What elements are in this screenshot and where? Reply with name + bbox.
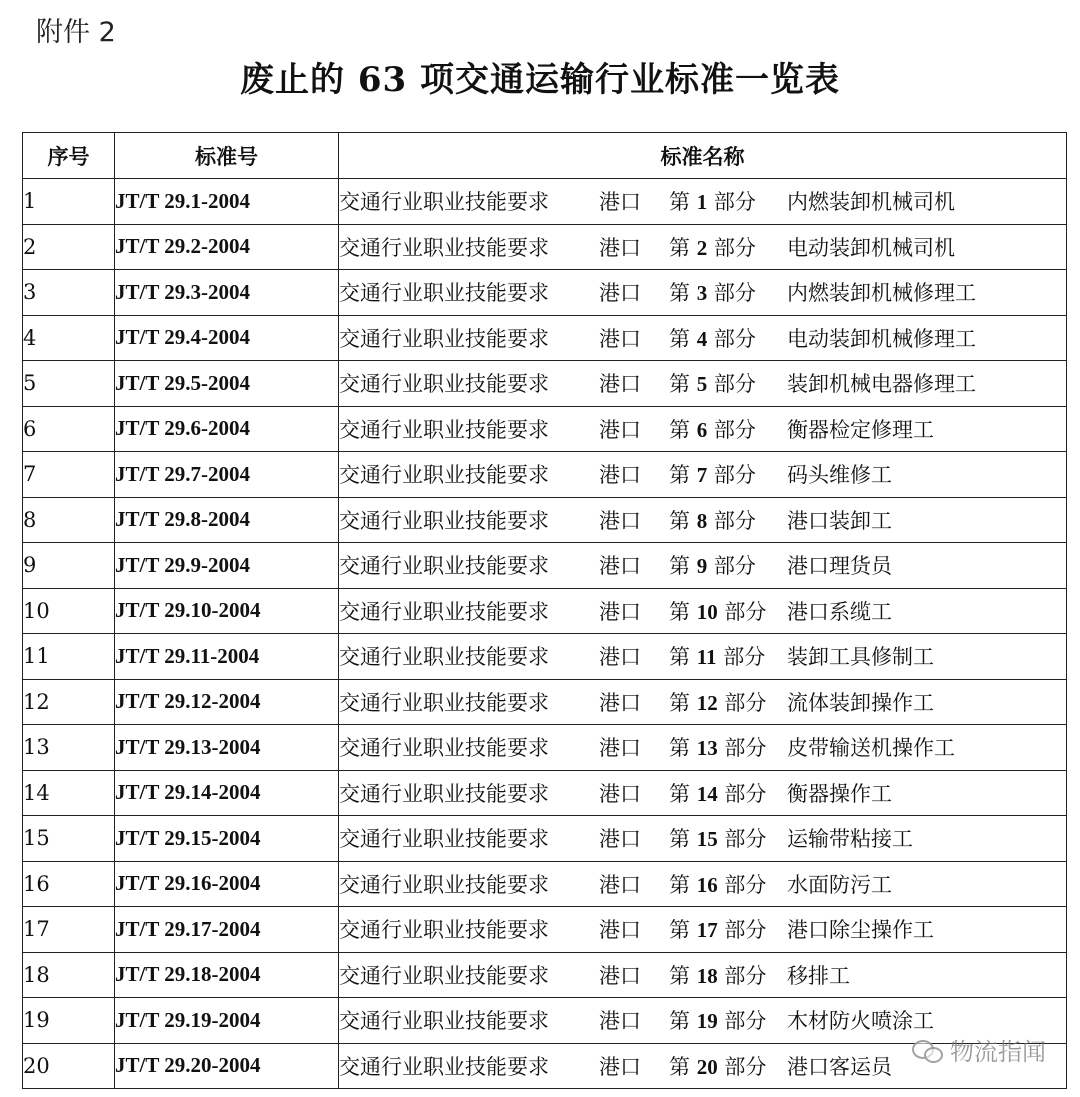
table-header-row <box>23 133 1067 179</box>
table-row <box>23 179 1067 225</box>
part-number: 3 <box>696 281 708 306</box>
row-number: 4 <box>23 315 115 361</box>
name-prefix: 交通行业职业技能要求 <box>339 326 549 351</box>
name-part <box>669 596 787 626</box>
name-job: 木材防火喷涂工 <box>787 1009 934 1034</box>
name-part <box>669 641 787 671</box>
name-prefix: 交通行业职业技能要求 <box>339 872 549 897</box>
name-area: 港口 <box>599 645 641 670</box>
name-part <box>669 414 787 444</box>
table-row <box>23 952 1067 998</box>
name-job: 皮带输送机操作工 <box>787 736 955 761</box>
name-part <box>669 323 787 353</box>
part-label-b: 部分 <box>713 326 756 351</box>
row-number: 9 <box>23 543 115 589</box>
standard-code: JT/T 29.5-2004 <box>115 361 339 407</box>
standard-code: JT/T 29.9-2004 <box>115 543 339 589</box>
standard-name <box>339 588 1067 634</box>
standard-name <box>339 679 1067 725</box>
wechat-icon <box>912 1038 942 1062</box>
header-code: 标准号 <box>115 133 339 179</box>
name-job: 码头维修工 <box>787 463 892 488</box>
row-number: 11 <box>23 634 115 680</box>
row-number: 17 <box>23 907 115 953</box>
row-number: 5 <box>23 361 115 407</box>
name-area: 港口 <box>599 190 641 215</box>
table-row <box>23 406 1067 452</box>
standard-name <box>339 543 1067 589</box>
name-part <box>669 550 787 580</box>
name-area: 港口 <box>599 963 641 988</box>
name-job: 衡器检定修理工 <box>787 417 934 442</box>
part-number: 8 <box>696 508 708 533</box>
standard-code: JT/T 29.7-2004 <box>115 452 339 498</box>
name-job: 衡器操作工 <box>787 781 892 806</box>
name-job: 港口理货员 <box>787 554 892 579</box>
name-area: 港口 <box>599 508 641 533</box>
row-number: 16 <box>23 861 115 907</box>
standard-code: JT/T 29.3-2004 <box>115 270 339 316</box>
name-part <box>669 186 787 216</box>
standard-code: JT/T 29.1-2004 <box>115 179 339 225</box>
part-label-a: 第 <box>669 827 690 852</box>
name-area: 港口 <box>599 417 641 442</box>
name-job: 运输带粘接工 <box>787 827 913 852</box>
name-part <box>669 459 787 489</box>
part-label-a: 第 <box>669 872 690 897</box>
part-number: 19 <box>696 1009 718 1034</box>
name-prefix: 交通行业职业技能要求 <box>339 690 549 715</box>
row-number: 6 <box>23 406 115 452</box>
name-prefix: 交通行业职业技能要求 <box>339 235 549 260</box>
standard-code: JT/T 29.17-2004 <box>115 907 339 953</box>
standard-code: JT/T 29.11-2004 <box>115 634 339 680</box>
part-number: 9 <box>696 554 708 579</box>
header-no: 序号 <box>23 133 115 179</box>
part-label-a: 第 <box>669 599 690 624</box>
table-row <box>23 1043 1067 1089</box>
standard-code: JT/T 29.16-2004 <box>115 861 339 907</box>
table-row <box>23 452 1067 498</box>
table-row <box>23 907 1067 953</box>
name-part <box>669 914 787 944</box>
part-label-b: 部分 <box>724 736 767 761</box>
part-label-b: 部分 <box>713 463 756 488</box>
part-label-a: 第 <box>669 1009 690 1034</box>
table-row <box>23 861 1067 907</box>
name-area: 港口 <box>599 554 641 579</box>
name-part <box>669 232 787 262</box>
name-area: 港口 <box>599 736 641 761</box>
table-row <box>23 725 1067 771</box>
row-number: 8 <box>23 497 115 543</box>
table-row <box>23 224 1067 270</box>
table-row <box>23 998 1067 1044</box>
part-label-b: 部分 <box>724 872 767 897</box>
part-label-a: 第 <box>669 281 690 306</box>
part-label-b: 部分 <box>724 1054 767 1079</box>
standard-name <box>339 497 1067 543</box>
standard-code: JT/T 29.18-2004 <box>115 952 339 998</box>
name-prefix: 交通行业职业技能要求 <box>339 827 549 852</box>
name-job: 水面防污工 <box>787 872 892 897</box>
part-label-a: 第 <box>669 690 690 715</box>
name-area: 港口 <box>599 827 641 852</box>
part-number: 17 <box>696 918 718 943</box>
name-job: 流体装卸操作工 <box>787 690 934 715</box>
row-number: 3 <box>23 270 115 316</box>
standard-name <box>339 179 1067 225</box>
name-area: 港口 <box>599 326 641 351</box>
part-label-b: 部分 <box>724 827 767 852</box>
name-prefix: 交通行业职业技能要求 <box>339 1009 549 1034</box>
name-prefix: 交通行业职业技能要求 <box>339 1054 549 1079</box>
part-number: 14 <box>696 781 718 806</box>
name-prefix: 交通行业职业技能要求 <box>339 372 549 397</box>
name-part <box>669 505 787 535</box>
part-label-b: 部分 <box>713 554 756 579</box>
part-label-a: 第 <box>669 781 690 806</box>
part-number: 6 <box>696 417 708 442</box>
part-label-b: 部分 <box>724 690 767 715</box>
name-area: 港口 <box>599 281 641 306</box>
row-number: 2 <box>23 224 115 270</box>
standard-code: JT/T 29.20-2004 <box>115 1043 339 1089</box>
name-part <box>669 1051 787 1081</box>
part-number: 5 <box>696 372 708 397</box>
name-part <box>669 823 787 853</box>
standard-name <box>339 634 1067 680</box>
standard-code: JT/T 29.14-2004 <box>115 770 339 816</box>
name-area: 港口 <box>599 235 641 260</box>
standard-code: JT/T 29.15-2004 <box>115 816 339 862</box>
standard-code: JT/T 29.8-2004 <box>115 497 339 543</box>
name-prefix: 交通行业职业技能要求 <box>339 781 549 806</box>
name-job: 内燃装卸机械修理工 <box>787 281 976 306</box>
standard-name <box>339 270 1067 316</box>
name-prefix: 交通行业职业技能要求 <box>339 417 549 442</box>
part-label-b: 部分 <box>713 235 756 260</box>
table-row <box>23 816 1067 862</box>
part-label-b: 部分 <box>723 645 766 670</box>
name-part <box>669 732 787 762</box>
standard-name <box>339 770 1067 816</box>
standard-name <box>339 452 1067 498</box>
standard-code: JT/T 29.6-2004 <box>115 406 339 452</box>
name-job: 装卸工具修制工 <box>787 645 934 670</box>
name-part <box>669 277 787 307</box>
part-number: 7 <box>696 463 708 488</box>
name-job: 港口装卸工 <box>787 508 892 533</box>
name-job: 港口客运员 <box>787 1054 892 1079</box>
row-number: 1 <box>23 179 115 225</box>
part-label-a: 第 <box>669 963 690 988</box>
name-job: 港口系缆工 <box>787 599 892 624</box>
name-area: 港口 <box>599 1054 641 1079</box>
name-area: 港口 <box>599 918 641 943</box>
name-job: 内燃装卸机械司机 <box>787 190 955 215</box>
standard-name <box>339 725 1067 771</box>
part-label-a: 第 <box>669 190 690 215</box>
name-part <box>669 869 787 899</box>
part-label-a: 第 <box>669 463 690 488</box>
table-row <box>23 770 1067 816</box>
standards-table <box>22 132 1067 1089</box>
part-number: 1 <box>696 190 708 215</box>
part-number: 11 <box>696 645 717 670</box>
part-number: 15 <box>696 827 718 852</box>
standard-code: JT/T 29.12-2004 <box>115 679 339 725</box>
name-part <box>669 1005 787 1035</box>
part-number: 20 <box>696 1054 718 1079</box>
part-label-a: 第 <box>669 326 690 351</box>
page-title: 废止的 63 项交通运输行业标准一览表 <box>240 60 840 100</box>
part-label-a: 第 <box>669 417 690 442</box>
attachment-label: 附件 2 <box>36 17 116 48</box>
standard-name <box>339 861 1067 907</box>
table-row <box>23 634 1067 680</box>
part-label-a: 第 <box>669 508 690 533</box>
standard-name <box>339 315 1067 361</box>
part-label-b: 部分 <box>724 599 767 624</box>
row-number: 19 <box>23 998 115 1044</box>
part-number: 16 <box>696 872 718 897</box>
table-row <box>23 679 1067 725</box>
part-number: 10 <box>696 599 718 624</box>
name-part <box>669 368 787 398</box>
part-label-a: 第 <box>669 372 690 397</box>
row-number: 12 <box>23 679 115 725</box>
part-label-b: 部分 <box>713 190 756 215</box>
part-number: 4 <box>696 326 708 351</box>
name-job: 装卸机械电器修理工 <box>787 372 976 397</box>
name-job: 移排工 <box>787 963 850 988</box>
part-label-a: 第 <box>669 918 690 943</box>
standard-name <box>339 952 1067 998</box>
table-row <box>23 361 1067 407</box>
part-label-a: 第 <box>669 1054 690 1079</box>
name-area: 港口 <box>599 690 641 715</box>
name-area: 港口 <box>599 372 641 397</box>
name-area: 港口 <box>599 872 641 897</box>
part-number: 18 <box>696 963 718 988</box>
standard-name <box>339 907 1067 953</box>
name-job: 港口除尘操作工 <box>787 918 934 943</box>
name-prefix: 交通行业职业技能要求 <box>339 281 549 306</box>
table-row <box>23 270 1067 316</box>
name-prefix: 交通行业职业技能要求 <box>339 736 549 761</box>
part-label-b: 部分 <box>724 781 767 806</box>
name-part <box>669 778 787 808</box>
name-area: 港口 <box>599 463 641 488</box>
name-prefix: 交通行业职业技能要求 <box>339 918 549 943</box>
table-row <box>23 588 1067 634</box>
row-number: 18 <box>23 952 115 998</box>
standard-code: JT/T 29.2-2004 <box>115 224 339 270</box>
name-area: 港口 <box>599 1009 641 1034</box>
name-job: 电动装卸机械司机 <box>787 235 955 260</box>
watermark <box>912 1032 1046 1067</box>
standard-name <box>339 224 1067 270</box>
name-prefix: 交通行业职业技能要求 <box>339 645 549 670</box>
name-prefix: 交通行业职业技能要求 <box>339 963 549 988</box>
part-label-a: 第 <box>669 554 690 579</box>
part-label-a: 第 <box>669 736 690 761</box>
part-label-a: 第 <box>669 235 690 260</box>
standard-name <box>339 406 1067 452</box>
table-row <box>23 315 1067 361</box>
part-number: 13 <box>696 736 718 761</box>
part-label-b: 部分 <box>713 417 756 442</box>
part-label-b: 部分 <box>724 963 767 988</box>
standard-name <box>339 816 1067 862</box>
row-number: 13 <box>23 725 115 771</box>
name-prefix: 交通行业职业技能要求 <box>339 463 549 488</box>
header-name: 标准名称 <box>339 133 1067 179</box>
part-label-b: 部分 <box>713 372 756 397</box>
standard-code: JT/T 29.19-2004 <box>115 998 339 1044</box>
table-row <box>23 543 1067 589</box>
part-label-b: 部分 <box>724 1009 767 1034</box>
standard-code: JT/T 29.13-2004 <box>115 725 339 771</box>
name-prefix: 交通行业职业技能要求 <box>339 190 549 215</box>
row-number: 7 <box>23 452 115 498</box>
row-number: 20 <box>23 1043 115 1089</box>
row-number: 15 <box>23 816 115 862</box>
name-job: 电动装卸机械修理工 <box>787 326 976 351</box>
watermark-text: 物流指闻 <box>950 1038 1046 1066</box>
name-prefix: 交通行业职业技能要求 <box>339 599 549 624</box>
part-label-b: 部分 <box>713 281 756 306</box>
name-prefix: 交通行业职业技能要求 <box>339 554 549 579</box>
name-prefix: 交通行业职业技能要求 <box>339 508 549 533</box>
part-label-a: 第 <box>669 645 690 670</box>
name-part <box>669 687 787 717</box>
row-number: 10 <box>23 588 115 634</box>
part-label-b: 部分 <box>724 918 767 943</box>
standard-code: JT/T 29.10-2004 <box>115 588 339 634</box>
standard-code: JT/T 29.4-2004 <box>115 315 339 361</box>
name-area: 港口 <box>599 599 641 624</box>
name-part <box>669 960 787 990</box>
name-area: 港口 <box>599 781 641 806</box>
part-number: 2 <box>696 235 708 260</box>
standard-name <box>339 361 1067 407</box>
part-number: 12 <box>696 690 718 715</box>
row-number: 14 <box>23 770 115 816</box>
part-label-b: 部分 <box>713 508 756 533</box>
table-row <box>23 497 1067 543</box>
